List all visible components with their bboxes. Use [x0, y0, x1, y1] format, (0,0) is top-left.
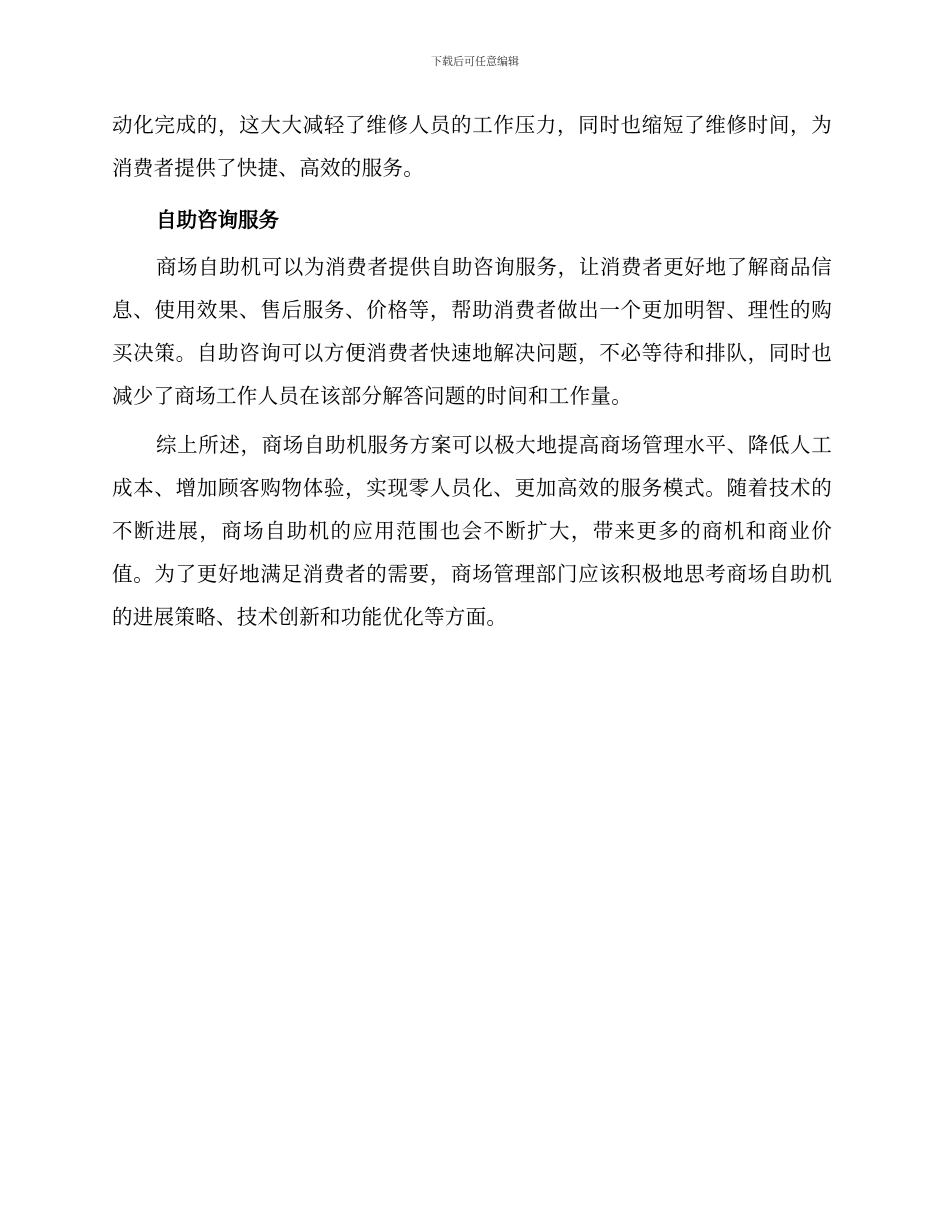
paragraph-self-service-consulting: 商场自助机可以为消费者提供自助咨询服务，让消费者更好地了解商品信息、使用效果、售后服务、价格等，帮助消费者做出一个更加明智、理性的购买决策。自助咨询可以方便消费者快速地解决问题，不必等待和排队，同时也减少了商场工作人员在该部分解答问题的时间和工作量。: [112, 255, 832, 408]
document-body: [112, 104, 832, 639]
paragraph-conclusion: 综上所述，商场自助机服务方案可以极大地提高商场管理水平、降低人工成本、增加顾客购物体验，实现零人员化、更加高效的服务模式。随着技术的不断进展，商场自助机的应用范围也会不断扩大，带来更多的商机和商业价值。为了更好地满足消费者的需要，商场管理部门应该积极地思考商场自助机的进展策略、技术创新和功能优化等方面。: [112, 433, 832, 629]
section-heading: 自助咨询服务: [156, 208, 279, 232]
page-header: 下载后可任意编辑: [431, 55, 519, 68]
paragraph-continuation: 动化完成的，这大大减轻了维修人员的工作压力，同时也缩短了维修时间，为消费者提供了快捷、高效的服务。: [112, 113, 832, 180]
